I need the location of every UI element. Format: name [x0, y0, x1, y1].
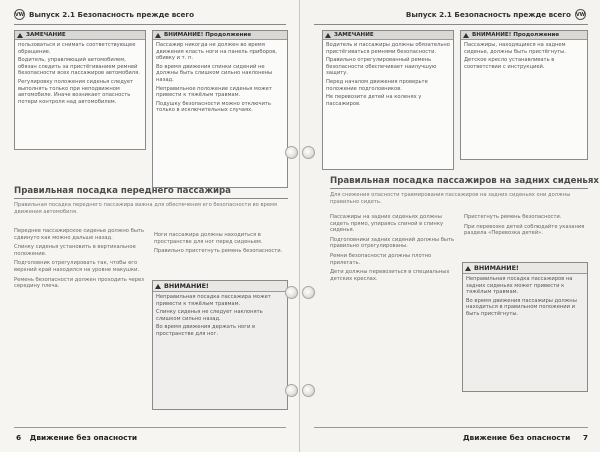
binder-hole: [285, 384, 298, 397]
header-rule: [14, 24, 286, 25]
binder-hole: [302, 384, 315, 397]
warning-triangle-icon: [325, 33, 331, 38]
left-footer: [16, 433, 137, 442]
right-section-title: Правильная посадка пассажиров на задних сиденьях: [330, 176, 599, 186]
footer-rule: [314, 427, 588, 428]
left-warning2-text: Неправильная посадка пассажира может привести к тяжёлым травмам. Спинку сиденья не следует наклонять слишком сильно назад. Во время движения держать ноги в пространстве для ног.: [156, 294, 271, 337]
left-warning2-title: ВНИМАНИЕ!: [153, 281, 287, 292]
right-warning-title: ВНИМАНИЕ! Продолжение: [461, 31, 587, 40]
left-warning-box: [152, 30, 288, 188]
right-warning-box: [460, 30, 588, 160]
binder-hole: [285, 286, 298, 299]
warning-triangle-icon: [155, 33, 161, 38]
footer-title: Движение без опасности: [29, 433, 138, 442]
footer-title: Движение без опасности: [462, 433, 571, 442]
warning-triangle-icon: [17, 33, 23, 38]
right-warning-box-2: [462, 262, 588, 392]
left-note-box: [14, 30, 146, 150]
left-header-text: Выпуск 2.1 Безопасность прежде всего: [29, 10, 195, 19]
left-column-2: Ноги пассажира должны находиться в пространстве для ног перед сиденьем. Правильно пристегнуть ремень безопасности.: [154, 232, 283, 255]
right-header-text: Выпуск 2.1 Безопасность прежде всего: [405, 10, 571, 19]
left-intro: Правильная посадка переднего пассажира важна для обеспечения его безопасности во время движения автомобиля.: [14, 202, 278, 215]
binder-hole: [302, 146, 315, 159]
right-warning-text: Пассажиры, находящиеся на заднем сиденье, должны быть пристёгнуты. Детское кресло устанавливать в соответствии с инструкцией.: [464, 42, 566, 70]
left-warning-box-2: [152, 280, 288, 410]
warning-triangle-icon: [155, 284, 161, 289]
right-warning2-text: Неправильная посадка пассажиров на задних сиденьях может привести к тяжёлым травмам. Во время движения пассажиры должны находиться в правильном положении и быть пристёгнуты.: [466, 276, 577, 317]
vw-logo-icon: VW: [575, 9, 586, 20]
page-number: 7: [582, 433, 588, 442]
left-warning-text: Пассажир никогда не должен во время движения класть ноги на панель приборов, обивку и т. п. Во время движения спинки сидений не должны быть слишком сильно наклонены назад. Неправильное положение сиденья может привести к тяжёлым травмам. Подушку безопасности можно отключить только в исключительных случаях.: [156, 42, 277, 114]
right-warning2-title: ВНИМАНИЕ!: [463, 263, 587, 274]
warning-triangle-icon: [463, 33, 469, 38]
right-column-1: Пассажиры на задних сиденьях должны сидеть прямо, упираясь спиной в спинку сиденья. Подголовники задних сидений должны быть правильно отрегулированы. Ремни безопасности должны плотно прилегать. Дети должны перевозиться в специальных детских креслах.: [330, 214, 455, 282]
left-note-text: пользоваться и снимать соответствующее обращение. Водитель, управляющий автомобилем, обязан следить за пристёгиванием ремней безопасности всех пассажиров автомобиля. Регулировку положения сиденья следует выполнять только при неподвижном автомобиле. Иначе возникает опасность потери контроля над автомобилем.: [18, 42, 140, 105]
right-note-box: [322, 30, 454, 170]
right-note-text: Водитель и пассажиры должны обязательно пристёгиваться ремнями безопасности. Правильно отрегулированный ремень безопасности обеспечивает наилучшую защиту. Перед началом движения проверьте положение подголовников. Не перевозите детей на коленях у пассажиров.: [326, 42, 450, 107]
right-intro: Для снижения опасности травмирования пассажиров на задних сиденьях они должны правильно сидеть.: [330, 192, 571, 205]
binder-hole: [285, 146, 298, 159]
left-header: [14, 7, 194, 22]
warning-triangle-icon: [465, 266, 471, 271]
header-rule: [314, 24, 588, 25]
section-rule: [14, 198, 288, 199]
left-column-1: Переднее пассажирское сиденье должно быть сдвинуто как можно дальше назад. Спинку сиденья установить в вертикальное положение. Подголовник отрегулировать так, чтобы его верхний край находился на уровне макушки. Ремень безопасности должен проходить через середину плеча.: [14, 228, 145, 290]
right-header: [406, 7, 586, 22]
left-note-title: ЗАМЕЧАНИЕ: [15, 31, 145, 40]
section-rule: [330, 188, 588, 189]
left-warning-title: ВНИМАНИЕ! Продолжение: [153, 31, 287, 40]
page-number: 6: [16, 433, 22, 442]
right-column-2: Пристегнуть ремень безопасности. При перевозке детей соблюдайте указания раздела «Перевозка детей».: [464, 214, 585, 237]
right-page: [300, 0, 600, 452]
left-section-title: Правильная посадка переднего пассажира: [14, 186, 231, 196]
footer-rule: [14, 427, 286, 428]
right-note-title: ЗАМЕЧАНИЕ: [323, 31, 453, 40]
right-footer: [463, 433, 588, 442]
vw-logo-icon: VW: [14, 9, 25, 20]
binder-hole: [302, 286, 315, 299]
